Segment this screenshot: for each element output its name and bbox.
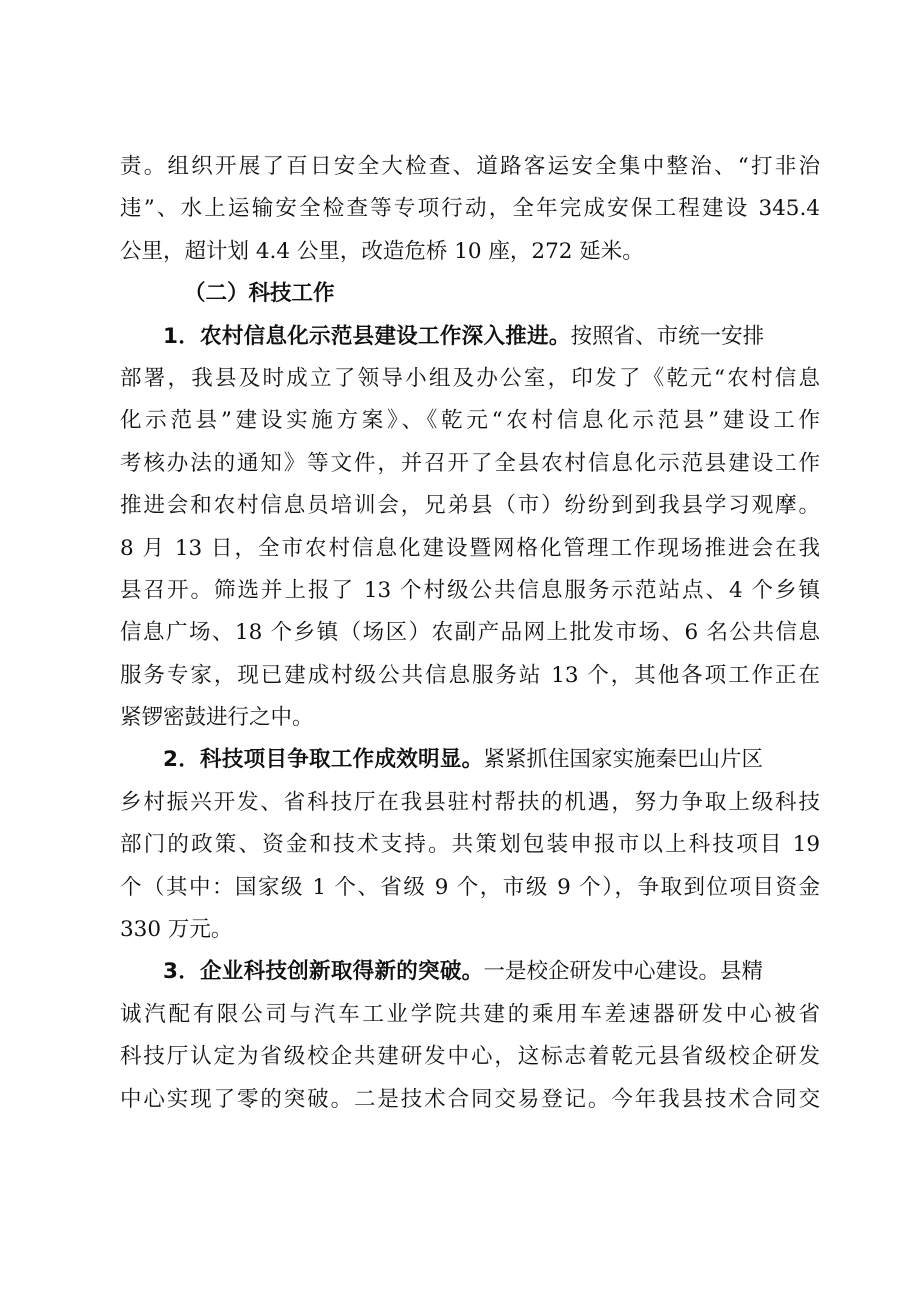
text-line: 中心实现了零的突破。二是技术合同交易登记。今年我县技术合同交 [120, 1086, 820, 1112]
text-line: 部门的政策、资金和技术支持。共策划包装申报市以上科技项目 19 [120, 832, 820, 858]
text-line: 乡村振兴开发、省科技厅在我县驻村帮扶的机遇，努力争取上级科技 [120, 789, 820, 815]
text-line: 考核办法的通知》等文件，并召开了全县农村信息化示范县建设工作 [120, 450, 820, 476]
text-line: 化示范县”建设实施方案》、《乾元“农村信息化示范县”建设工作 [120, 408, 820, 434]
text-line: 330 万元。 [120, 917, 233, 943]
section-heading: （二）科技工作 [184, 281, 335, 307]
document-body [120, 146, 820, 1121]
item-text: 一是校企研发中心建设。县精 [483, 959, 763, 985]
paragraph-transport-safety [120, 146, 820, 273]
text-line: 紧锣密鼓进行之中。 [120, 705, 314, 731]
paragraph-item-1 [120, 316, 820, 740]
text-line: 责。组织开展了百日安全大检查、道路客运安全集中整治、“打非治 [120, 154, 820, 179]
text-line [120, 739, 820, 781]
text-line: 信息广场、18 个乡镇（场区）农副产品网上批发市场、6 名公共信息 [120, 620, 820, 646]
paragraph-item-3 [120, 951, 820, 1121]
item-lead: 2．科技项目争取工作成效明显。 [163, 747, 484, 773]
text-line: 部署，我县及时成立了领导小组及办公室，印发了《乾元“农村信息 [120, 365, 820, 391]
paragraph-item-2 [120, 739, 820, 951]
text-line: 个（其中：国家级 1 个、省级 9 个，市级 9 个），争取到位项目资金 [120, 874, 820, 900]
text-line: 公里，超计划 4.4 公里，改造危桥 10 座，272 延米。 [120, 238, 644, 264]
item-lead: 3．企业科技创新取得新的突破。 [163, 959, 484, 985]
item-lead: 1．农村信息化示范县建设工作深入推进。 [163, 323, 571, 349]
text-line: 8 月 13 日，全市农村信息化建设暨网格化管理工作现场推进会在我 [120, 535, 820, 561]
text-line: 推进会和农村信息员培训会，兄弟县（市）纷纷到到我县学习观摩。 [120, 493, 820, 519]
text-line: 服务专家，现已建成村级公共信息服务站 13 个，其他各项工作正在 [120, 662, 820, 688]
text-line: 县召开。筛选并上报了 13 个村级公共信息服务示范站点、4 个乡镇 [120, 577, 820, 603]
text-line: 诚汽配有限公司与汽车工业学院共建的乘用车差速器研发中心被省 [120, 1001, 820, 1027]
text-line [120, 951, 820, 993]
item-text: 紧紧抓住国家实施秦巴山片区 [483, 747, 763, 773]
text-line: 科技厅认定为省级校企共建研发中心，这标志着乾元县省级校企研发 [120, 1044, 820, 1070]
text-line [120, 316, 820, 358]
item-text: 按照省、市统一安排 [570, 323, 765, 349]
text-line: 违”、水上运输安全检查等专项行动，全年完成安保工程建设 345.4 [120, 196, 820, 222]
